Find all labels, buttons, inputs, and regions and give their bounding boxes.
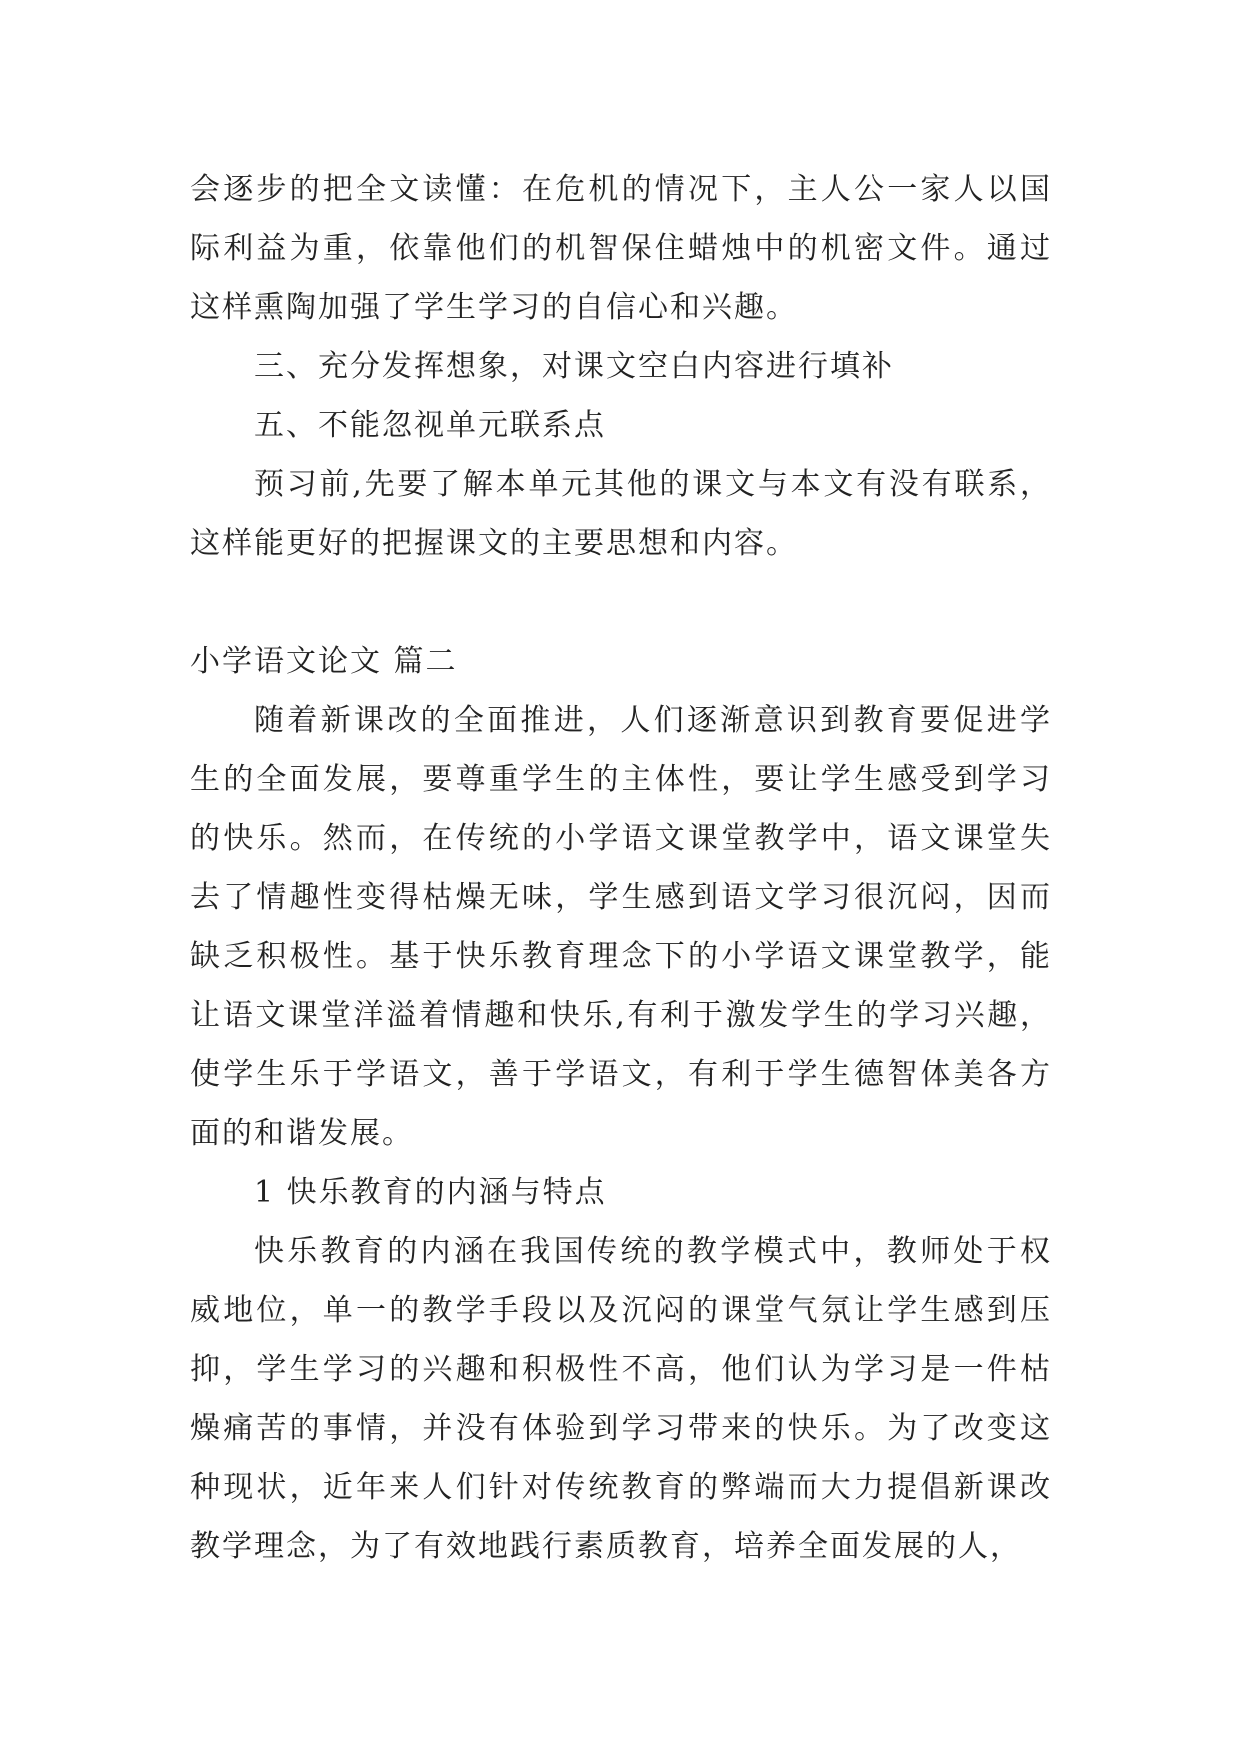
paragraph-connotation: 快乐教育的内涵在我国传统的教学模式中，教师处于权威地位，单一的教学手段以及沉闷的课堂气氛让学生感到压抑，学生学习的兴趣和积极性不高，他们认为学习是一件枯燥痛苦的事情，并没有体验到学习带来的快乐。为了改变这种现状，近年来人们针对传统教育的弊端而大力提倡新课改教学理念，为了有效地践行素质教育，培养全面发展的人， <box>190 1234 1052 1564</box>
document-body <box>190 160 1052 1576</box>
heading-section-3: 三、充分发挥想象，对课文空白内容进行填补 <box>254 349 894 384</box>
heading-1: 1 快乐教育的内涵与特点 <box>254 1175 607 1210</box>
article-title-part-two: 小学语文论文 篇二 <box>190 644 458 679</box>
heading-section-5: 五、不能忽视单元联系点 <box>254 408 606 443</box>
paragraph-continued: 会逐步的把全文读懂：在危机的情况下，主人公一家人以国际利益为重，依靠他们的机智保住蜡烛中的机密文件。通过这样熏陶加强了学生学习的自信心和兴趣。 <box>190 172 1052 325</box>
paragraph-intro: 随着新课改的全面推进，人们逐渐意识到教育要促进学生的全面发展，要尊重学生的主体性，要让学生感受到学习的快乐。然而，在传统的小学语文课堂教学中，语文课堂失去了情趣性变得枯燥无味，学生感到语文学习很沉闷，因而缺乏积极性。基于快乐教育理念下的小学语文课堂教学，能让语文课堂洋溢着情趣和快乐,有利于激发学生的学习兴趣，使学生乐于学语文，善于学语文，有利于学生德智体美各方面的和谐发展。 <box>190 703 1052 1151</box>
paragraph-preview: 预习前,先要了解本单元其他的课文与本文有没有联系，这样能更好的把握课文的主要思想和内容。 <box>190 467 1052 561</box>
